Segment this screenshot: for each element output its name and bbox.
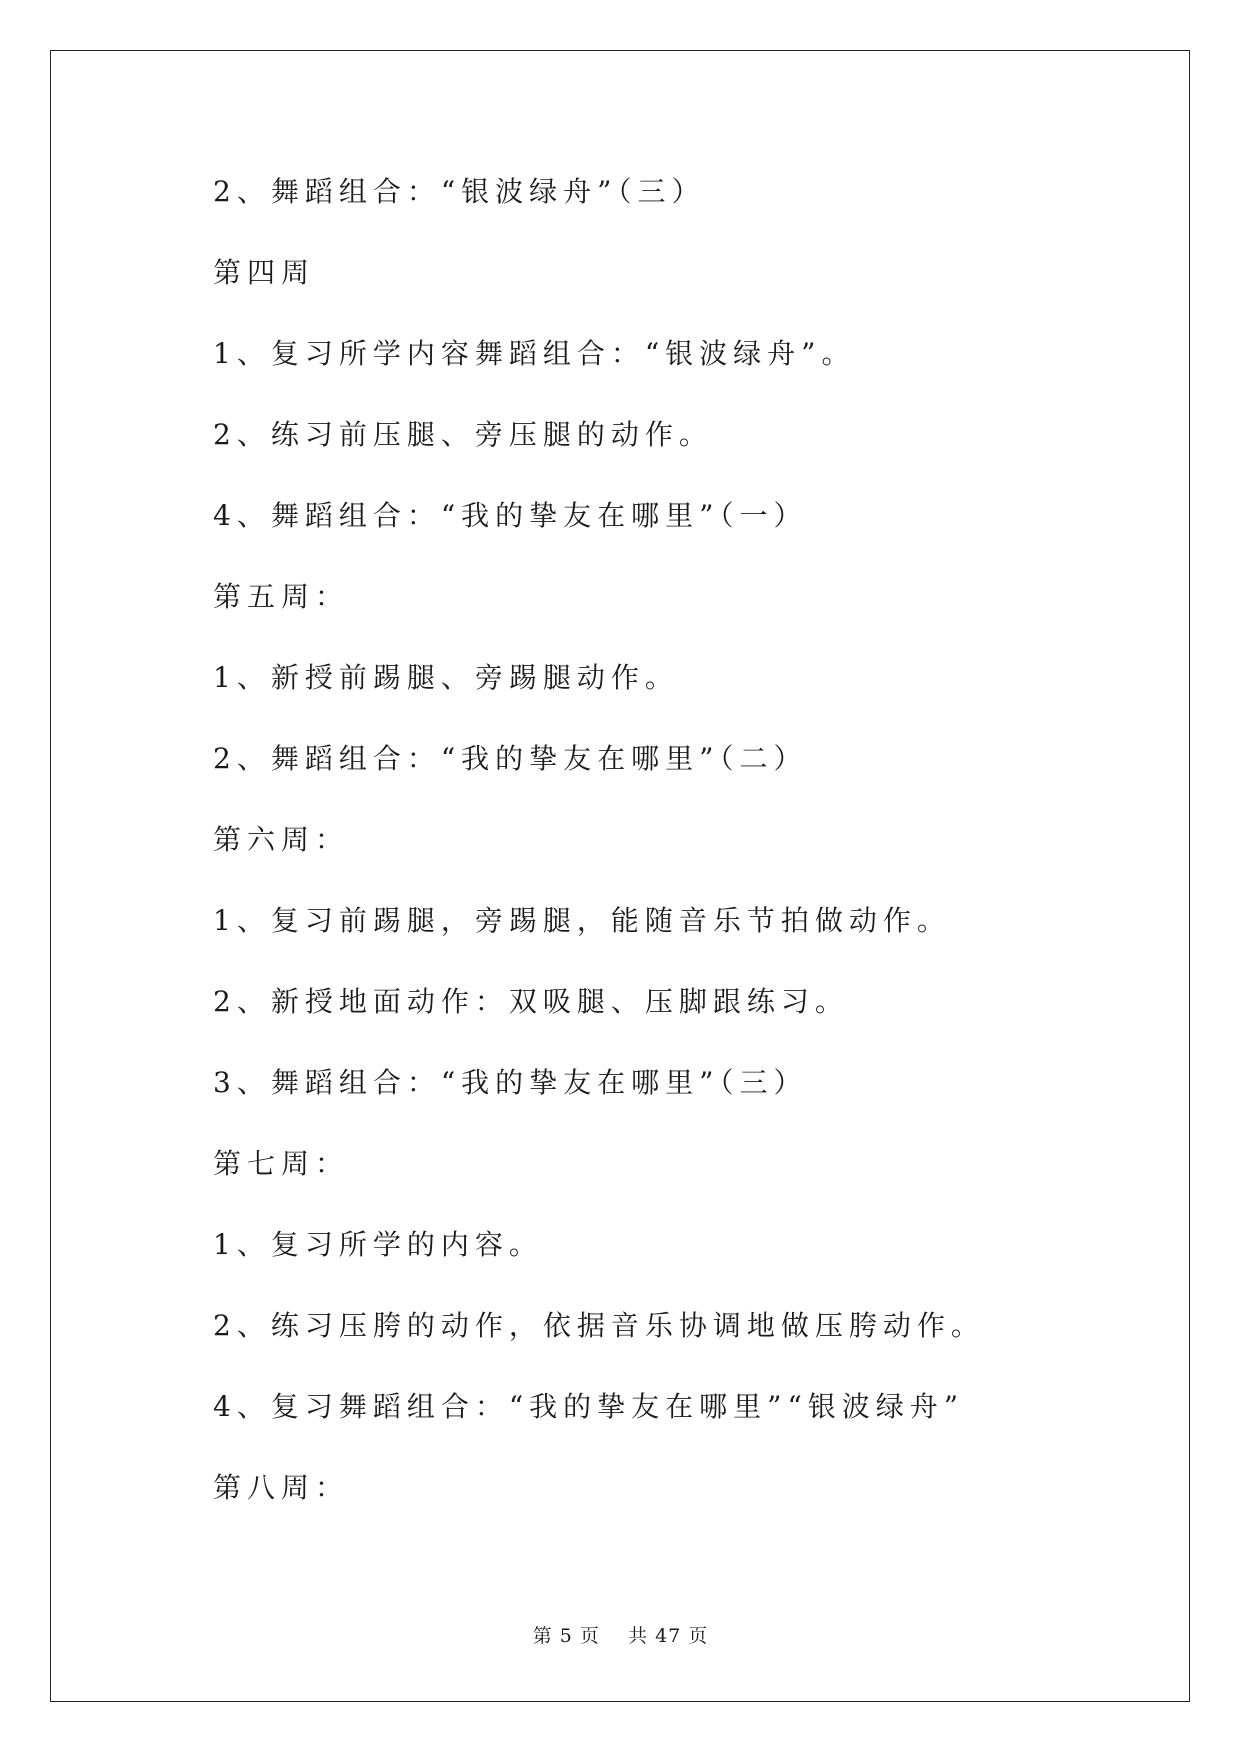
text-line: 2、舞蹈组合：“我的挚友在哪里”（二） [213, 742, 808, 775]
text-line: 1、复习所学的内容。 [213, 1228, 543, 1261]
text-line: 2、练习前压腿、旁压腿的动作。 [213, 418, 713, 451]
document-body [213, 168, 1133, 1545]
text-line: 1、复习所学内容舞蹈组合：“银波绿舟”。 [213, 337, 856, 370]
text-line: 1、复习前踢腿，旁踢腿，能随音乐节拍做动作。 [213, 904, 951, 937]
week-heading: 第八周： [213, 1471, 350, 1504]
text-line: 2、舞蹈组合：“银波绿舟”（三） [213, 175, 706, 208]
text-line: 2、新授地面动作：双吸腿、压脚跟练习。 [213, 985, 849, 1018]
text-line: 1、新授前踢腿、旁踢腿动作。 [213, 661, 679, 694]
text-line: 3、舞蹈组合：“我的挚友在哪里”（三） [213, 1066, 808, 1099]
page-footer [0, 1621, 1241, 1648]
week-heading: 第七周： [213, 1147, 350, 1180]
week-heading: 第五周： [213, 580, 350, 613]
text-line: 4、复习舞蹈组合：“我的挚友在哪里”“银波绿舟” [213, 1390, 965, 1423]
page-indicator: 第 5 页 共 47 页 [532, 1625, 709, 1647]
text-line: 2、练习压胯的动作，依据音乐协调地做压胯动作。 [213, 1309, 985, 1342]
week-heading: 第四周 [213, 256, 316, 289]
text-line: 4、舞蹈组合：“我的挚友在哪里”（一） [213, 499, 808, 532]
week-heading: 第六周： [213, 823, 350, 856]
